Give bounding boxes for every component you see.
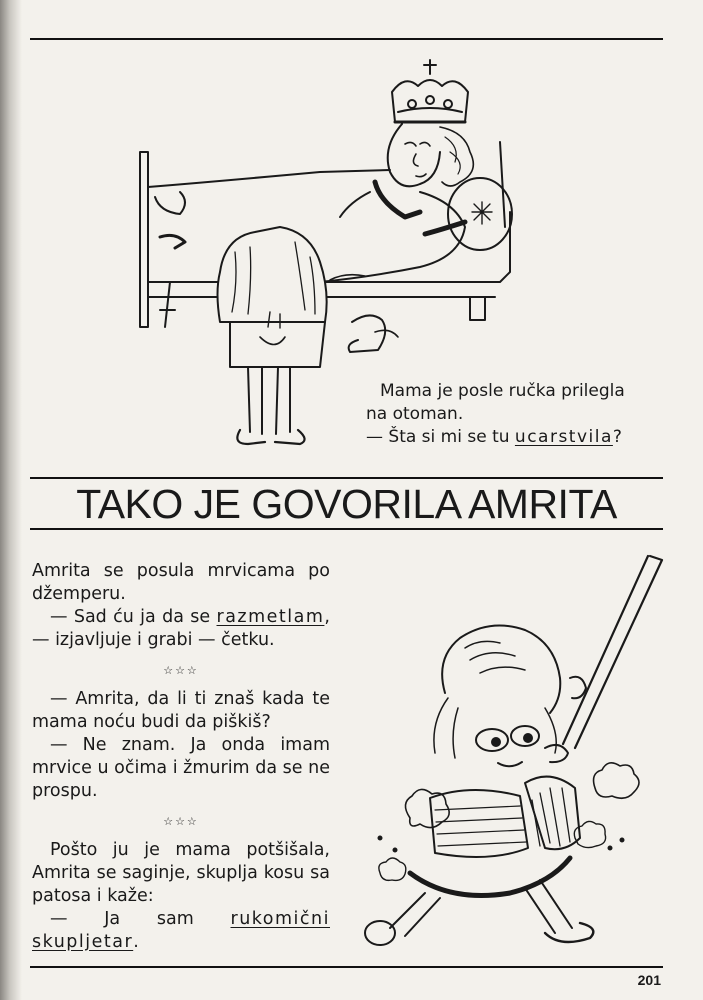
underlined-word: rukomični skupljetar <box>32 909 330 952</box>
section-headline: TAKO JE GOVORILA AMRITA <box>76 481 617 527</box>
headline-rule-bottom <box>30 528 663 530</box>
story-paragraph <box>32 606 330 652</box>
story-paragraph: — Ne znam. Ja onda imam mrvice u očima i žmurim da se ne prospu. <box>32 735 330 801</box>
story-paragraph: Amrita se posula mrvicama po džemperu. <box>32 561 330 604</box>
dialog-suffix: , — izjavljuje i grabi — četku. <box>32 607 330 650</box>
star-separator: ☆☆☆ <box>163 815 199 828</box>
illustration-caption <box>366 380 666 449</box>
story-paragraph <box>32 908 330 954</box>
crown-drawing <box>392 60 468 122</box>
caption-line-1: Mama je posle ručka prilegla <box>380 381 625 401</box>
underlined-word: razmetlam <box>216 607 325 627</box>
story-text-column <box>32 560 330 954</box>
dialog-suffix: . <box>133 932 139 952</box>
caption-dialog-prefix: — Šta si mi se tu <box>366 427 515 447</box>
caption-line-2: na otoman. <box>366 404 464 424</box>
page-binding-shadow <box>0 0 22 1000</box>
headline-rule-top <box>30 477 663 479</box>
dialog-prefix: — Sad ću ja da se <box>50 607 217 627</box>
illustration-girl-with-broom <box>350 548 670 958</box>
bottom-rule <box>30 966 663 968</box>
story-paragraph: — Amrita, da li ti znaš kada te mama noću budi da piškiš? <box>32 689 330 732</box>
caption-line-3 <box>366 426 666 449</box>
story-paragraph: Pošto ju je mama potšišala, Amrita se saginje, skuplja kosu sa patosa i kaže: <box>32 840 330 906</box>
caption-underlined-word: ucarstvila <box>514 427 613 447</box>
star-separator: ☆☆☆ <box>163 664 199 677</box>
caption-dialog-suffix: ? <box>612 427 622 447</box>
dialog-prefix: — Ja sam <box>50 909 231 929</box>
page-number: 201 <box>637 972 661 988</box>
top-rule <box>30 38 663 40</box>
